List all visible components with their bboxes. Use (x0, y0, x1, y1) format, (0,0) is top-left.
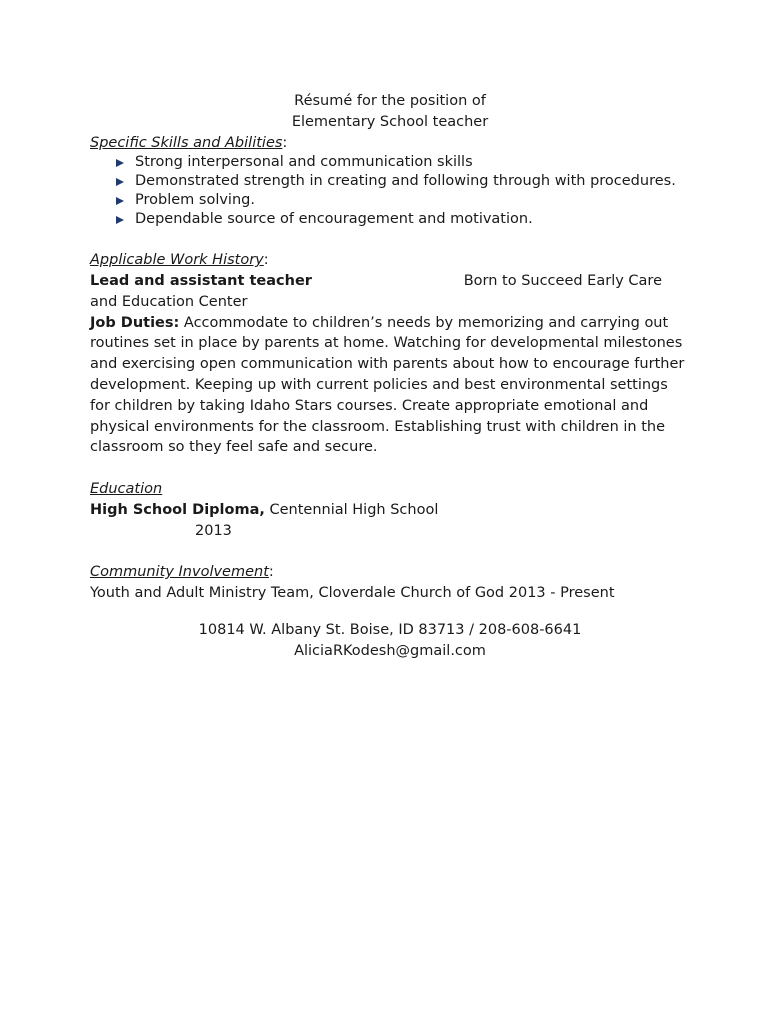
work-heading: Applicable Work History (90, 252, 264, 269)
spacer (90, 229, 690, 250)
education-heading: Education (90, 480, 163, 497)
bullet-arrow-icon (116, 159, 124, 167)
resume-title-line1: Résumé for the position of (294, 93, 486, 109)
skills-heading-row (90, 133, 690, 154)
community-heading-colon: : (268, 564, 274, 581)
contact-block (90, 620, 690, 662)
job-row (90, 271, 662, 292)
skills-heading: Specific Skills and Abilities (90, 134, 283, 151)
list-item (135, 172, 690, 191)
job-title: Lead and assistant teacher (90, 272, 312, 289)
spacer (90, 458, 690, 479)
resume-title-line2: Elementary School teacher (291, 113, 489, 130)
skills-heading-colon: : (282, 134, 288, 151)
bullet-arrow-icon (116, 197, 124, 205)
education-school: Centennial High School (269, 501, 439, 518)
job-duties-label: Job Duties: (90, 314, 180, 331)
skills-list (90, 153, 690, 229)
skill-text: Strong interpersonal and communication skills (135, 154, 473, 171)
job-duties-text: Accommodate to children’s needs by memorizing and carrying out routines set in place by parents at home. Watching for developmental milestones and exercising open communication with parents about how to encourage further development. Keeping up with current policies and best environmental settings for children by taking Idaho Stars courses. Create appropriate emotional and physical environments for the classroom. Establishing trust with children in the classroom so they feel safe and secure. (90, 314, 685, 456)
contact-address: 10814 W. Albany St. Boise, ID 83713 / 208-608-6641 (198, 621, 582, 638)
community-heading-row (90, 562, 690, 583)
list-item (135, 153, 690, 172)
employer-part1: Born to Succeed Early Care (463, 272, 662, 289)
education-year: 2013 (195, 522, 232, 539)
skill-text: Dependable source of encouragement and motivation. (135, 211, 533, 228)
job-duties (90, 313, 690, 459)
bullet-arrow-icon (116, 216, 124, 224)
skill-text: Demonstrated strength in creating and following through with procedures. (135, 173, 676, 190)
list-item (135, 210, 690, 229)
employer-part2: and Education Center (90, 293, 248, 310)
work-heading-colon: : (263, 252, 269, 269)
community-text: Youth and Adult Ministry Team, Cloverdale Church of God 2013 - Present (90, 584, 615, 601)
education-degree: High School Diploma, (90, 501, 265, 518)
spacer (90, 541, 690, 562)
resume-page (90, 91, 690, 661)
bullet-arrow-icon (116, 178, 124, 186)
community-heading: Community Involvement (90, 564, 269, 581)
work-heading-row (90, 250, 690, 271)
contact-email: AliciaRKodesh@gmail.com (294, 642, 486, 659)
education-heading-row (90, 479, 690, 500)
skill-text: Problem solving. (135, 192, 255, 209)
list-item (135, 191, 690, 210)
education-row (90, 500, 690, 521)
